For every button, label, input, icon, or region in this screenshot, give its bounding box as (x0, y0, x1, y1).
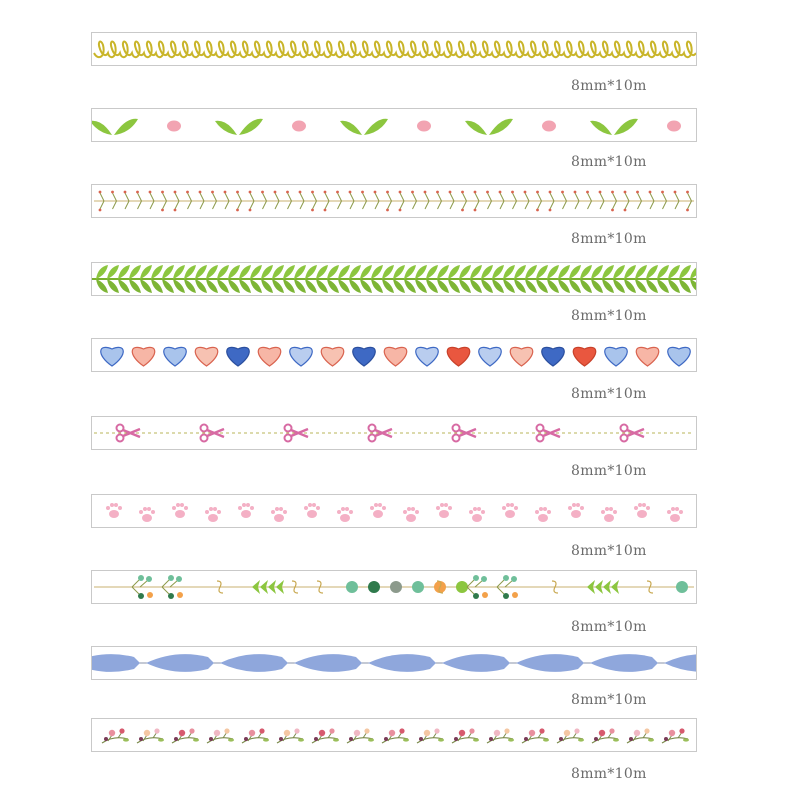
tape-strip-7 (91, 494, 697, 528)
tape-strip-2 (91, 108, 697, 142)
leaf-garland-pattern (92, 263, 696, 295)
tape-strip-1 (91, 32, 697, 66)
sprig-dot-pattern (92, 571, 696, 603)
tape-strip-8 (91, 570, 697, 604)
size-label-6: 8mm*10m (571, 463, 647, 479)
size-label-5: 8mm*10m (571, 386, 647, 402)
tape-strip-6 (91, 416, 697, 450)
size-label-8: 8mm*10m (571, 619, 647, 635)
blue-leaf-chain-pattern (92, 647, 696, 679)
size-label-4: 8mm*10m (571, 308, 647, 324)
tape-strip-9 (91, 646, 697, 680)
size-label-2: 8mm*10m (571, 154, 647, 170)
tape-strip-5 (91, 338, 697, 372)
size-label-9: 8mm*10m (571, 692, 647, 708)
yellow-loop-pattern (92, 33, 696, 65)
leaf-dot-pattern (92, 109, 696, 141)
size-label-7: 8mm*10m (571, 543, 647, 559)
flower-bouquet-pattern (92, 719, 696, 751)
scissors-pattern (92, 417, 696, 449)
tape-strip-4 (91, 262, 697, 296)
hearts-pattern (92, 339, 696, 371)
size-label-3: 8mm*10m (571, 231, 647, 247)
tape-strip-10 (91, 718, 697, 752)
paw-print-pattern (92, 495, 696, 527)
tape-strip-3 (91, 184, 697, 218)
branch-berry-pattern (92, 185, 696, 217)
size-label-10: 8mm*10m (571, 766, 647, 782)
size-label-1: 8mm*10m (571, 78, 647, 94)
